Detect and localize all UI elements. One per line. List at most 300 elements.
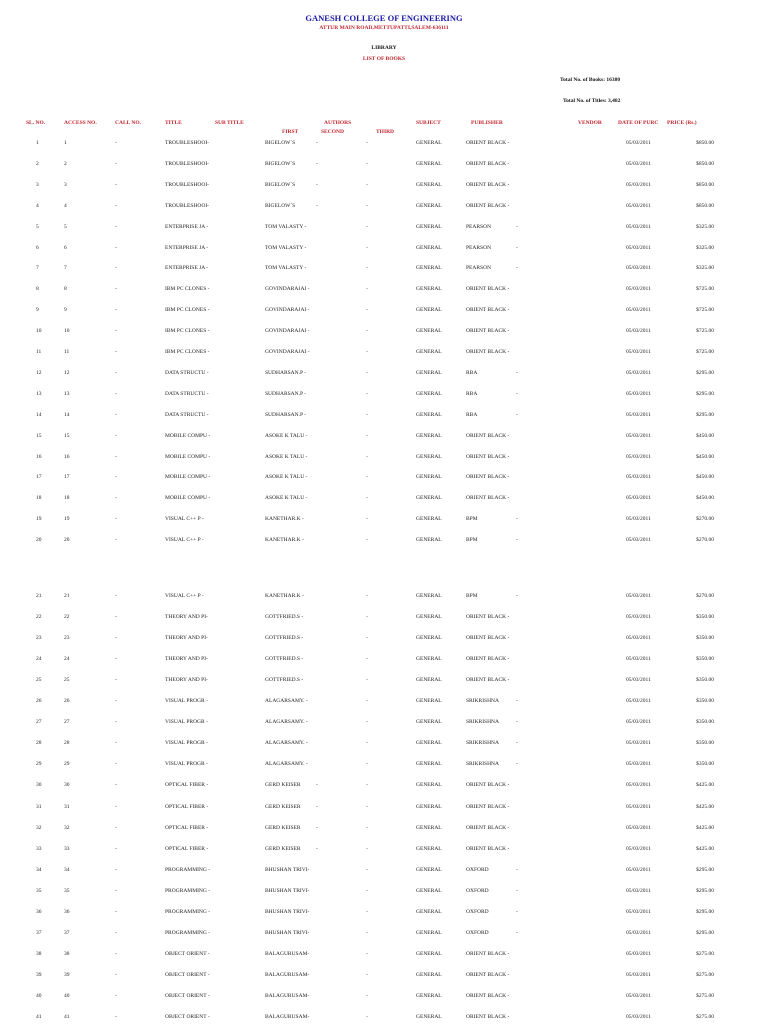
first-author-cell: ALAGARSAMY. - bbox=[265, 740, 308, 747]
sl-no-cell: 29 bbox=[36, 761, 42, 768]
first-author-cell: GERD KEISER bbox=[265, 803, 301, 810]
price-cell: $425.00 bbox=[696, 803, 714, 810]
call-no-cell: - bbox=[115, 782, 117, 789]
date-cell: 05/03/2011 bbox=[626, 244, 651, 251]
third-author-cell: - bbox=[366, 740, 368, 747]
third-author-cell: - bbox=[366, 328, 368, 335]
first-author-cell: BIGELOW`S bbox=[265, 140, 296, 146]
price-cell: $275.00 bbox=[696, 992, 714, 999]
access-no-cell: 32 bbox=[64, 824, 70, 831]
publisher-dash-cell: - bbox=[516, 369, 518, 376]
title-cell: THEORY AND PI- bbox=[165, 677, 208, 684]
subject-cell: GENERAL bbox=[416, 328, 442, 335]
sl-no-cell: 1 bbox=[36, 140, 39, 146]
third-author-cell: - bbox=[366, 265, 368, 272]
publisher-cell: ORIENT BLACK - bbox=[466, 140, 510, 146]
date-cell: 05/03/2011 bbox=[626, 537, 651, 544]
subject-cell: GENERAL bbox=[416, 223, 442, 230]
publisher-cell: ORIENT BLACK - bbox=[466, 495, 510, 502]
first-author-cell: ASOKE K TALU - bbox=[265, 432, 308, 439]
publisher-cell: ORIENT BLACK - bbox=[466, 474, 510, 481]
third-author-cell: - bbox=[366, 244, 368, 251]
first-author-cell: GOTTFRIED.S - bbox=[265, 614, 304, 621]
access-no-cell: 38 bbox=[64, 950, 70, 957]
access-no-cell: 9 bbox=[64, 307, 67, 314]
second-author-cell: - bbox=[316, 160, 318, 167]
subject-cell: GENERAL bbox=[416, 307, 442, 314]
total-books-label: Total No. of Books: bbox=[560, 77, 606, 83]
access-no-cell: 18 bbox=[64, 495, 70, 502]
date-cell: 05/03/2011 bbox=[626, 328, 651, 335]
sl-no-cell: 9 bbox=[36, 307, 39, 314]
publisher-cell: ORIENT BLACK - bbox=[466, 1014, 510, 1020]
price-cell: $325.00 bbox=[696, 223, 714, 230]
publisher-cell: ORIENT BLACK - bbox=[466, 432, 510, 439]
access-no-cell: 40 bbox=[64, 992, 70, 999]
publisher-dash-cell: - bbox=[516, 537, 518, 544]
sl-no-cell: 20 bbox=[36, 537, 42, 544]
date-cell: 05/03/2011 bbox=[626, 181, 651, 188]
sl-no-cell: 30 bbox=[36, 782, 42, 789]
first-author-cell: BHUSHAN TRIVI- bbox=[265, 929, 310, 936]
price-cell: $425.00 bbox=[696, 824, 714, 831]
subject-cell: GENERAL bbox=[416, 656, 442, 663]
subject-cell: GENERAL bbox=[416, 202, 442, 209]
access-no-cell: 14 bbox=[64, 411, 70, 418]
date-cell: 05/03/2011 bbox=[626, 495, 651, 502]
subject-cell: GENERAL bbox=[416, 866, 442, 873]
price-cell: $450.00 bbox=[696, 432, 714, 439]
price-cell: $295.00 bbox=[696, 929, 714, 936]
third-author-cell: - bbox=[366, 908, 368, 915]
call-no-cell: - bbox=[115, 390, 117, 397]
first-author-cell: BIGELOW`S bbox=[265, 181, 296, 188]
title-cell: IBM PC CLONES - bbox=[165, 286, 210, 293]
first-author-cell: ASOKE K TALU - bbox=[265, 453, 308, 460]
subject-cell: GENERAL bbox=[416, 140, 442, 146]
title-cell: OPTICAL FIBER - bbox=[165, 845, 209, 852]
call-no-cell: - bbox=[115, 908, 117, 915]
title-cell: THEORY AND PI- bbox=[165, 656, 208, 663]
subject-cell: GENERAL bbox=[416, 782, 442, 789]
date-cell: 05/03/2011 bbox=[626, 223, 651, 230]
access-no-cell: 4 bbox=[64, 202, 67, 209]
title-cell: VISUAL C++ P - bbox=[165, 516, 204, 523]
third-author-cell: - bbox=[366, 140, 368, 146]
title-cell: IBM PC CLONES - bbox=[165, 349, 210, 355]
subject-cell: GENERAL bbox=[416, 181, 442, 188]
title-cell: PROGRAMMING - bbox=[165, 866, 211, 873]
total-books-value: 16380 bbox=[606, 77, 621, 83]
first-author-cell: GOVINDARAJAI - bbox=[265, 328, 310, 335]
col-title: TITLE bbox=[165, 120, 182, 126]
first-author-cell: SUDHARSAN.P - bbox=[265, 369, 307, 376]
title-cell: VISUAL PROGR - bbox=[165, 719, 208, 726]
access-no-cell: 27 bbox=[64, 719, 70, 726]
date-cell: 05/03/2011 bbox=[626, 803, 651, 810]
subject-cell: GENERAL bbox=[416, 1014, 442, 1020]
price-cell: $325.00 bbox=[696, 265, 714, 272]
third-author-cell: - bbox=[366, 824, 368, 831]
publisher-dash-cell: - bbox=[516, 244, 518, 251]
date-cell: 05/03/2011 bbox=[626, 474, 651, 481]
date-cell: 05/03/2011 bbox=[626, 656, 651, 663]
publisher-cell: ORIENT BLACK - bbox=[466, 286, 510, 293]
call-no-cell: - bbox=[115, 677, 117, 684]
third-author-cell: - bbox=[366, 992, 368, 999]
first-author-cell: KANETHAR.K - bbox=[265, 537, 304, 544]
sl-no-cell: 33 bbox=[36, 845, 42, 852]
title-cell: DATA STRUCTU - bbox=[165, 390, 209, 397]
first-author-cell: TOM VALASTY - bbox=[265, 265, 307, 272]
third-author-cell: - bbox=[366, 698, 368, 705]
access-no-cell: 37 bbox=[64, 929, 70, 936]
sl-no-cell: 40 bbox=[36, 992, 42, 999]
third-author-cell: - bbox=[366, 593, 368, 599]
publisher-cell: ORIENT BLACK - bbox=[466, 202, 510, 209]
title-cell: OBJECT ORIENT - bbox=[165, 1014, 210, 1020]
sl-no-cell: 36 bbox=[36, 908, 42, 915]
first-author-cell: GOVINDARAJAI - bbox=[265, 349, 310, 355]
access-no-cell: 36 bbox=[64, 908, 70, 915]
date-cell: 05/03/2011 bbox=[626, 971, 651, 978]
call-no-cell: - bbox=[115, 887, 117, 894]
sl-no-cell: 17 bbox=[36, 474, 42, 481]
publisher-cell: ORIENT BLACK - bbox=[466, 453, 510, 460]
publisher-cell: ORIENT BLACK - bbox=[466, 635, 510, 642]
first-author-cell: GERD KEISER bbox=[265, 782, 301, 789]
call-no-cell: - bbox=[115, 516, 117, 523]
call-no-cell: - bbox=[115, 307, 117, 314]
call-no-cell: - bbox=[115, 845, 117, 852]
subject-cell: GENERAL bbox=[416, 593, 442, 599]
publisher-cell: PEARSON bbox=[466, 223, 492, 230]
sl-no-cell: 25 bbox=[36, 677, 42, 684]
publisher-dash-cell: - bbox=[516, 761, 518, 768]
subject-cell: GENERAL bbox=[416, 516, 442, 523]
price-cell: $450.00 bbox=[696, 453, 714, 460]
date-cell: 05/03/2011 bbox=[626, 202, 651, 209]
publisher-dash-cell: - bbox=[516, 265, 518, 272]
call-no-cell: - bbox=[115, 369, 117, 376]
first-author-cell: ALAGARSAMY. - bbox=[265, 719, 308, 726]
third-author-cell: - bbox=[366, 971, 368, 978]
subject-cell: GENERAL bbox=[416, 432, 442, 439]
first-author-cell: ALAGARSAMY. - bbox=[265, 698, 308, 705]
price-cell: $350.00 bbox=[696, 719, 714, 726]
sl-no-cell: 27 bbox=[36, 719, 42, 726]
publisher-cell: PEARSON bbox=[466, 265, 492, 272]
first-author-cell: GERD KEISER bbox=[265, 824, 301, 831]
date-cell: 05/03/2011 bbox=[626, 782, 651, 789]
first-author-cell: GOVINDARAJAI - bbox=[265, 286, 310, 293]
publisher-cell: SRIKRISHNA bbox=[466, 761, 500, 768]
sl-no-cell: 37 bbox=[36, 929, 42, 936]
access-no-cell: 22 bbox=[64, 614, 70, 621]
price-cell: $725.00 bbox=[696, 349, 714, 355]
date-cell: 05/03/2011 bbox=[626, 390, 651, 397]
publisher-cell: RBA bbox=[466, 390, 478, 397]
access-no-cell: 7 bbox=[64, 265, 67, 272]
publisher-cell: ORIENT BLACK - bbox=[466, 160, 510, 167]
price-cell: $325.00 bbox=[696, 244, 714, 251]
third-author-cell: - bbox=[366, 719, 368, 726]
access-no-cell: 12 bbox=[64, 369, 70, 376]
call-no-cell: - bbox=[115, 244, 117, 251]
call-no-cell: - bbox=[115, 656, 117, 663]
subject-cell: GENERAL bbox=[416, 887, 442, 894]
call-no-cell: - bbox=[115, 474, 117, 481]
date-cell: 05/03/2011 bbox=[626, 453, 651, 460]
col-subject: SUBJECT bbox=[416, 120, 441, 126]
sl-no-cell: 5 bbox=[36, 223, 39, 230]
publisher-cell: ORIENT BLACK - bbox=[466, 971, 510, 978]
subject-cell: GENERAL bbox=[416, 244, 442, 251]
title-cell: ENTERPRISE JA - bbox=[165, 244, 209, 251]
call-no-cell: - bbox=[115, 824, 117, 831]
date-cell: 05/03/2011 bbox=[626, 140, 651, 146]
price-cell: $350.00 bbox=[696, 656, 714, 663]
date-cell: 05/03/2011 bbox=[626, 677, 651, 684]
access-no-cell: 24 bbox=[64, 656, 70, 663]
third-author-cell: - bbox=[366, 845, 368, 852]
date-cell: 05/03/2011 bbox=[626, 516, 651, 523]
title-cell: IBM PC CLONES - bbox=[165, 328, 210, 335]
date-cell: 05/03/2011 bbox=[626, 824, 651, 831]
subject-cell: GENERAL bbox=[416, 537, 442, 544]
date-cell: 05/03/2011 bbox=[626, 929, 651, 936]
date-cell: 05/03/2011 bbox=[626, 265, 651, 272]
title-cell: TROUBLESHOOI- bbox=[165, 202, 209, 209]
publisher-dash-cell: - bbox=[516, 740, 518, 747]
subject-cell: GENERAL bbox=[416, 390, 442, 397]
subject-cell: GENERAL bbox=[416, 992, 442, 999]
access-no-cell: 6 bbox=[64, 244, 67, 251]
third-author-cell: - bbox=[366, 495, 368, 502]
date-cell: 05/03/2011 bbox=[626, 411, 651, 418]
sl-no-cell: 38 bbox=[36, 950, 42, 957]
subject-cell: GENERAL bbox=[416, 614, 442, 621]
third-author-cell: - bbox=[366, 950, 368, 957]
publisher-cell: RBA bbox=[466, 369, 478, 376]
publisher-cell: BPM bbox=[466, 516, 478, 523]
subject-cell: GENERAL bbox=[416, 803, 442, 810]
sl-no-cell: 26 bbox=[36, 698, 42, 705]
price-cell: $725.00 bbox=[696, 307, 714, 314]
first-author-cell: SUDHARSAN.P - bbox=[265, 411, 307, 418]
first-author-cell: GOVINDARAJAI - bbox=[265, 307, 310, 314]
title-cell: MOBILE COMPU - bbox=[165, 432, 211, 439]
subject-cell: GENERAL bbox=[416, 971, 442, 978]
title-cell: DATA STRUCTU - bbox=[165, 369, 209, 376]
price-cell: $850.00 bbox=[696, 202, 714, 209]
date-cell: 05/03/2011 bbox=[626, 908, 651, 915]
first-author-cell: BHUSHAN TRIVI- bbox=[265, 908, 310, 915]
third-author-cell: - bbox=[366, 349, 368, 355]
access-no-cell: 35 bbox=[64, 887, 70, 894]
publisher-dash-cell: - bbox=[516, 593, 518, 599]
access-no-cell: 20 bbox=[64, 537, 70, 544]
subject-cell: GENERAL bbox=[416, 698, 442, 705]
price-cell: $350.00 bbox=[696, 614, 714, 621]
publisher-cell: ORIENT BLACK - bbox=[466, 328, 510, 335]
sl-no-cell: 12 bbox=[36, 369, 42, 376]
third-author-cell: - bbox=[366, 656, 368, 663]
date-cell: 05/03/2011 bbox=[626, 845, 651, 852]
first-author-cell: KANETHAR.K - bbox=[265, 516, 304, 523]
publisher-dash-cell: - bbox=[516, 223, 518, 230]
third-author-cell: - bbox=[366, 181, 368, 188]
date-cell: 05/03/2011 bbox=[626, 369, 651, 376]
title-cell: VISUAL C++ P - bbox=[165, 593, 204, 599]
col-access-no: ACCESS NO. bbox=[64, 120, 97, 126]
publisher-cell: ORIENT BLACK - bbox=[466, 677, 510, 684]
third-author-cell: - bbox=[366, 1014, 368, 1020]
publisher-dash-cell: - bbox=[516, 698, 518, 705]
title-cell: OBJECT ORIENT - bbox=[165, 992, 210, 999]
third-author-cell: - bbox=[366, 887, 368, 894]
price-cell: $275.00 bbox=[696, 950, 714, 957]
second-author-cell: - bbox=[316, 803, 318, 810]
price-cell: $350.00 bbox=[696, 698, 714, 705]
access-no-cell: 8 bbox=[64, 286, 67, 293]
access-no-cell: 34 bbox=[64, 866, 70, 873]
first-author-cell: ALAGARSAMY. - bbox=[265, 761, 308, 768]
publisher-cell: ORIENT BLACK - bbox=[466, 950, 510, 957]
first-author-cell: TOM VALASTY - bbox=[265, 244, 307, 251]
price-cell: $275.00 bbox=[696, 971, 714, 978]
publisher-dash-cell: - bbox=[516, 719, 518, 726]
third-author-cell: - bbox=[366, 866, 368, 873]
call-no-cell: - bbox=[115, 453, 117, 460]
third-author-cell: - bbox=[366, 369, 368, 376]
second-author-cell: - bbox=[316, 782, 318, 789]
price-cell: $350.00 bbox=[696, 740, 714, 747]
date-cell: 05/03/2011 bbox=[626, 349, 651, 355]
title-cell: THEORY AND PI- bbox=[165, 635, 208, 642]
price-cell: $295.00 bbox=[696, 866, 714, 873]
first-author-cell: BALAGURUSAM- bbox=[265, 950, 310, 957]
publisher-cell: PEARSON bbox=[466, 244, 492, 251]
sl-no-cell: 34 bbox=[36, 866, 42, 873]
second-author-cell: - bbox=[316, 181, 318, 188]
date-cell: 05/03/2011 bbox=[626, 740, 651, 747]
sl-no-cell: 3 bbox=[36, 181, 39, 188]
publisher-dash-cell: - bbox=[516, 390, 518, 397]
call-no-cell: - bbox=[115, 971, 117, 978]
first-author-cell: GOTTFRIED.S - bbox=[265, 656, 304, 663]
price-cell: $295.00 bbox=[696, 887, 714, 894]
title-cell: PROGRAMMING - bbox=[165, 908, 211, 915]
col-sl-no: SL. NO. bbox=[26, 120, 46, 126]
access-no-cell: 19 bbox=[64, 516, 70, 523]
sl-no-cell: 6 bbox=[36, 244, 39, 251]
first-author-cell: TOM VALASTY - bbox=[265, 223, 307, 230]
first-author-cell: BALAGURUSAM- bbox=[265, 971, 310, 978]
access-no-cell: 26 bbox=[64, 698, 70, 705]
col-sub-title: SUB TITLE bbox=[215, 120, 244, 126]
subject-cell: GENERAL bbox=[416, 719, 442, 726]
sl-no-cell: 11 bbox=[36, 349, 42, 355]
price-cell: $295.00 bbox=[696, 390, 714, 397]
college-address: ATTUR MAIN ROAD,METTUPATTI,SALEM-636111 bbox=[319, 25, 449, 31]
third-author-cell: - bbox=[366, 614, 368, 621]
publisher-cell: RBA bbox=[466, 411, 478, 418]
first-author-cell: SUDHARSAN.P - bbox=[265, 390, 307, 397]
call-no-cell: - bbox=[115, 635, 117, 642]
date-cell: 05/03/2011 bbox=[626, 950, 651, 957]
date-cell: 05/03/2011 bbox=[626, 887, 651, 894]
call-no-cell: - bbox=[115, 495, 117, 502]
access-no-cell: 16 bbox=[64, 453, 70, 460]
subject-cell: GENERAL bbox=[416, 160, 442, 167]
access-no-cell: 29 bbox=[64, 761, 70, 768]
publisher-cell: ORIENT BLACK - bbox=[466, 803, 510, 810]
title-cell: TROUBLESHOOI- bbox=[165, 140, 209, 146]
date-cell: 05/03/2011 bbox=[626, 635, 651, 642]
price-cell: $295.00 bbox=[696, 411, 714, 418]
sl-no-cell: 4 bbox=[36, 202, 39, 209]
call-no-cell: - bbox=[115, 223, 117, 230]
price-cell: $425.00 bbox=[696, 782, 714, 789]
sl-no-cell: 23 bbox=[36, 635, 42, 642]
publisher-cell: OXFORD bbox=[466, 887, 489, 894]
third-author-cell: - bbox=[366, 761, 368, 768]
call-no-cell: - bbox=[115, 181, 117, 188]
third-author-cell: - bbox=[366, 929, 368, 936]
title-cell: ENTERPRISE JA - bbox=[165, 265, 209, 272]
price-cell: $350.00 bbox=[696, 635, 714, 642]
publisher-cell: ORIENT BLACK - bbox=[466, 614, 510, 621]
third-author-cell: - bbox=[366, 160, 368, 167]
price-cell: $275.00 bbox=[696, 1014, 714, 1020]
third-author-cell: - bbox=[366, 474, 368, 481]
price-cell: $350.00 bbox=[696, 677, 714, 684]
sl-no-cell: 22 bbox=[36, 614, 42, 621]
sl-no-cell: 16 bbox=[36, 453, 42, 460]
sl-no-cell: 28 bbox=[36, 740, 42, 747]
call-no-cell: - bbox=[115, 803, 117, 810]
total-titles bbox=[563, 98, 620, 104]
publisher-cell: OXFORD bbox=[466, 908, 489, 915]
access-no-cell: 10 bbox=[64, 328, 70, 335]
call-no-cell: - bbox=[115, 929, 117, 936]
access-no-cell: 41 bbox=[64, 1014, 70, 1020]
date-cell: 05/03/2011 bbox=[626, 432, 651, 439]
third-author-cell: - bbox=[366, 411, 368, 418]
publisher-dash-cell: - bbox=[516, 929, 518, 936]
col-first: FIRST bbox=[282, 129, 299, 135]
title-cell: OPTICAL FIBER - bbox=[165, 803, 209, 810]
publisher-cell: SRIKRISHNA bbox=[466, 698, 500, 705]
access-no-cell: 39 bbox=[64, 971, 70, 978]
subject-cell: GENERAL bbox=[416, 677, 442, 684]
title-cell: VISUAL C++ P - bbox=[165, 537, 204, 544]
publisher-cell: ORIENT BLACK - bbox=[466, 782, 510, 789]
first-author-cell: GOTTFRIED.S - bbox=[265, 635, 304, 642]
date-cell: 05/03/2011 bbox=[626, 593, 651, 599]
col-third: THIRD bbox=[376, 129, 395, 135]
sl-no-cell: 7 bbox=[36, 265, 39, 272]
third-author-cell: - bbox=[366, 677, 368, 684]
title-cell: THEORY AND PI- bbox=[165, 614, 208, 621]
third-author-cell: - bbox=[366, 516, 368, 523]
price-cell: $350.00 bbox=[696, 761, 714, 768]
publisher-cell: ORIENT BLACK - bbox=[466, 349, 510, 355]
first-author-cell: BIGELOW`S bbox=[265, 202, 296, 209]
call-no-cell: - bbox=[115, 761, 117, 768]
sl-no-cell: 24 bbox=[36, 656, 42, 663]
